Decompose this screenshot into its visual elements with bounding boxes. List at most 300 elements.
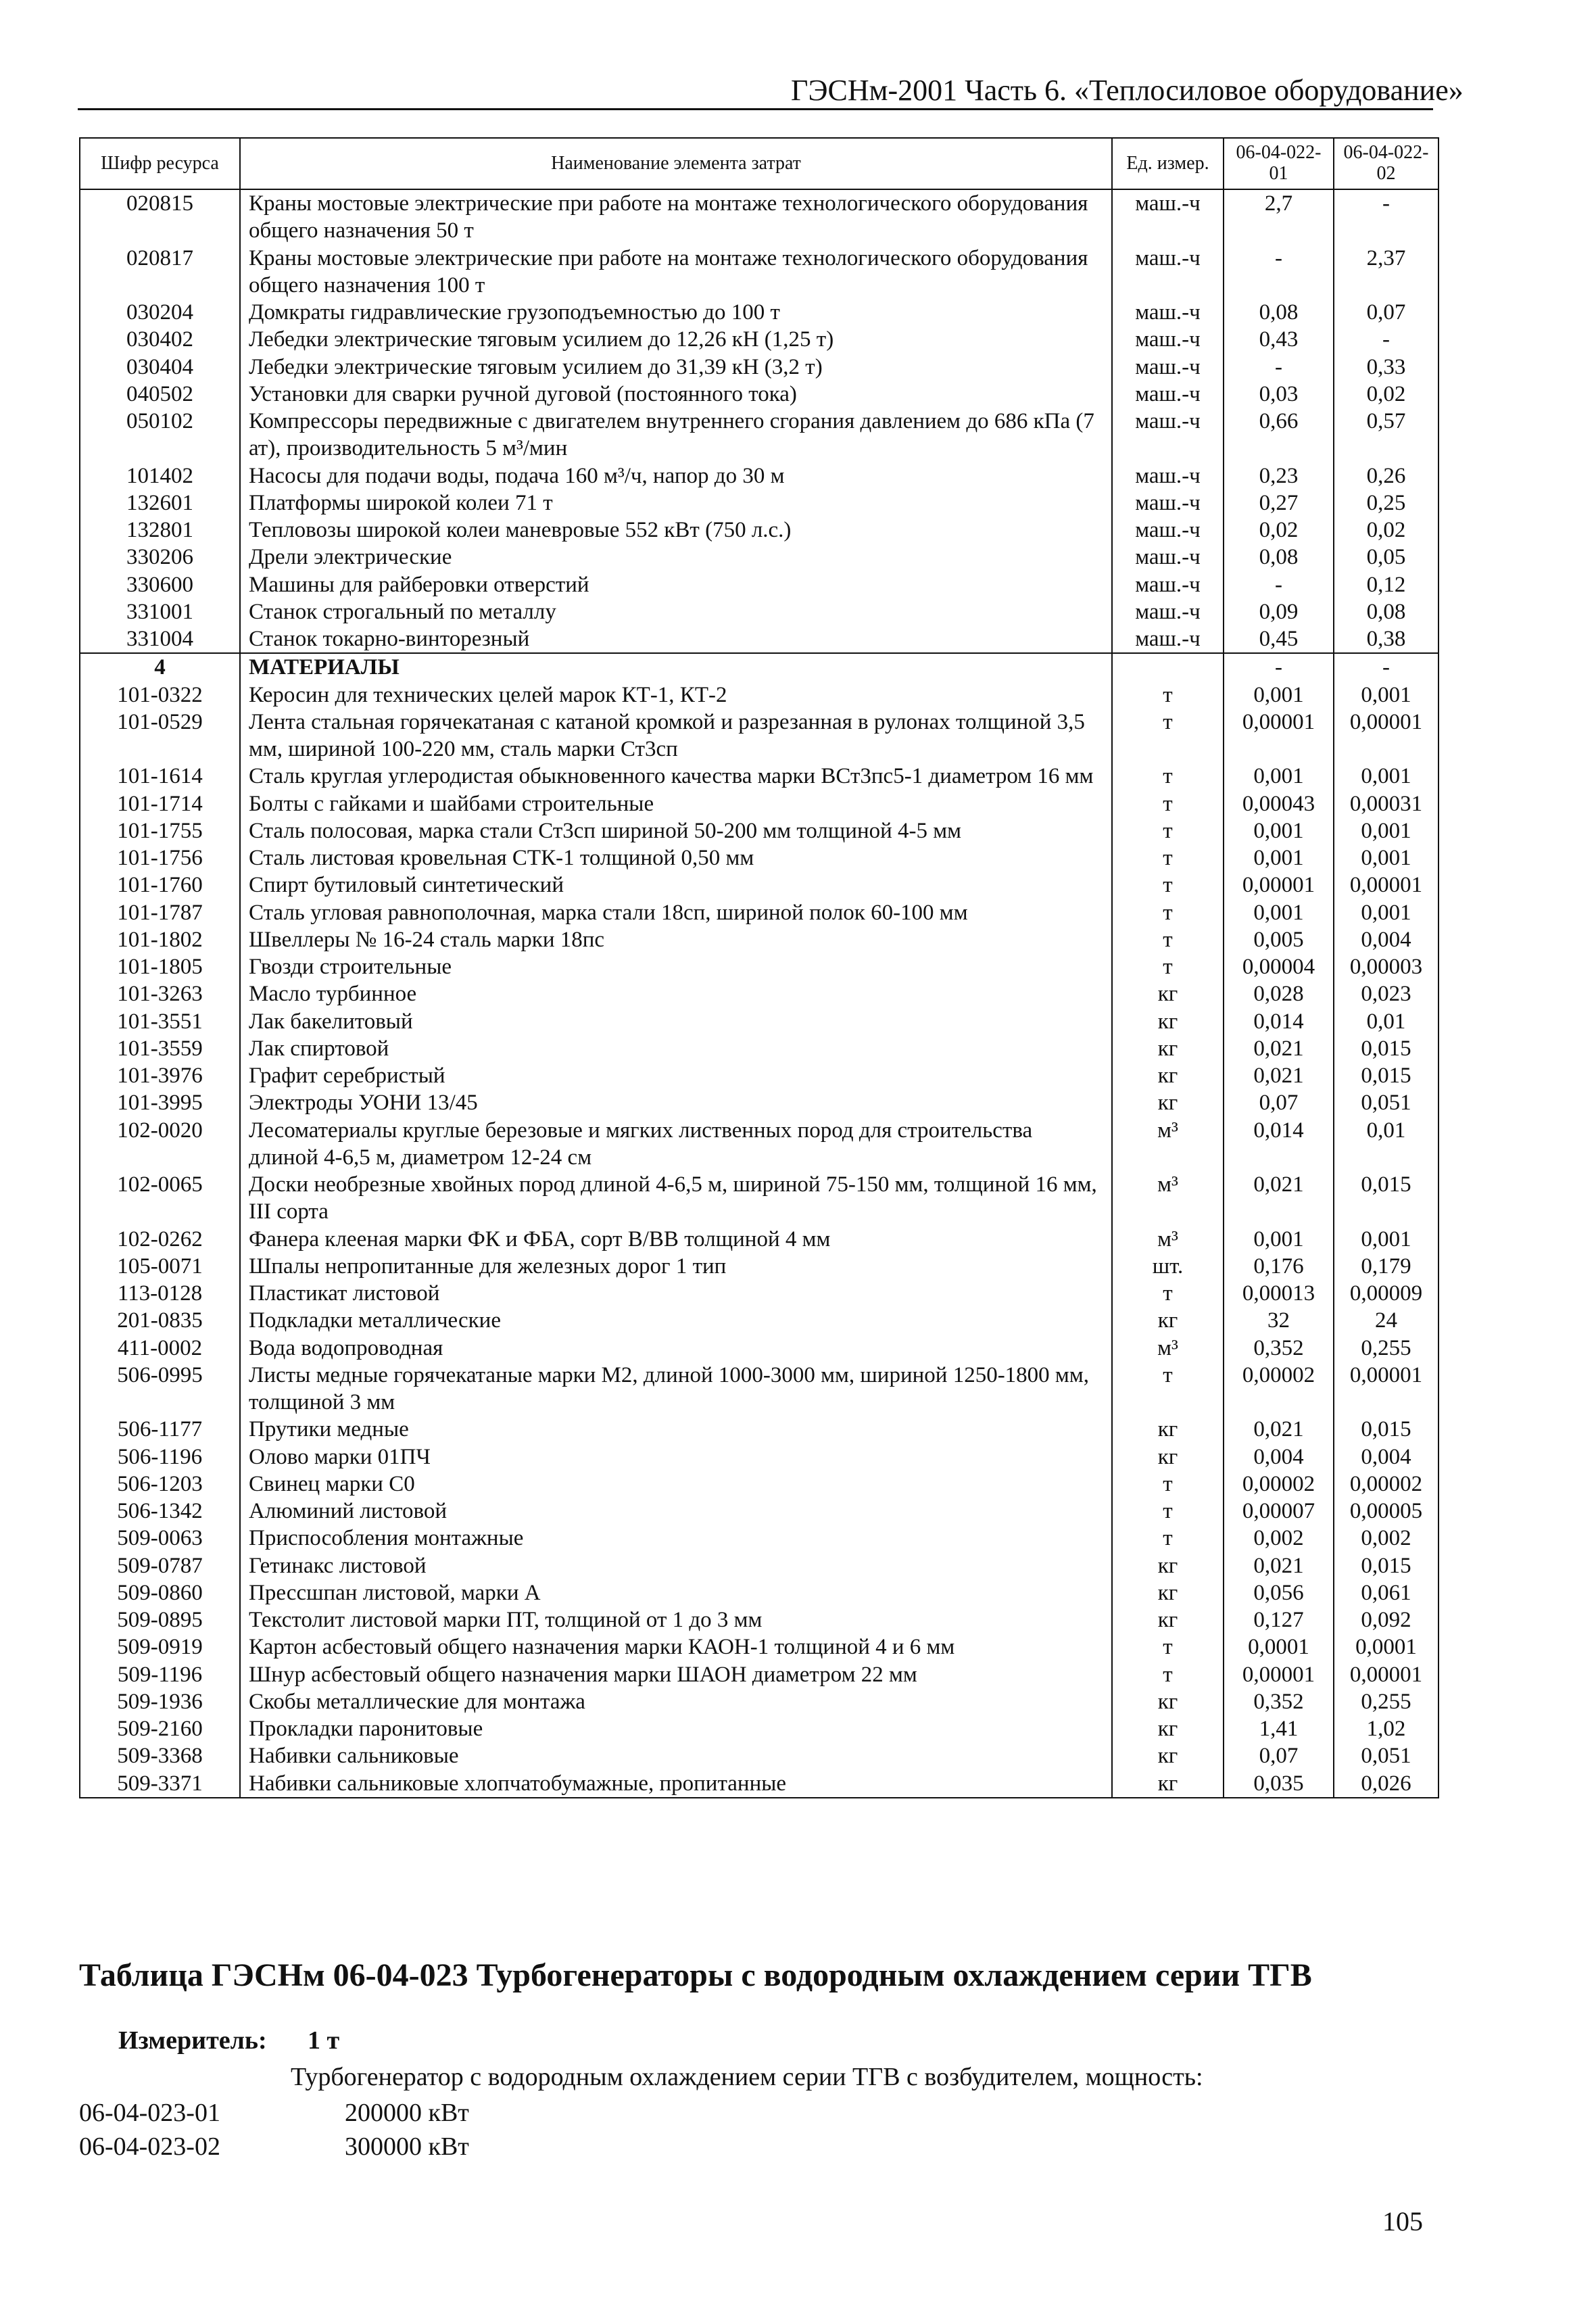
- resource-code: 411-0002: [80, 1335, 240, 1362]
- resource-table: [79, 137, 1439, 1798]
- value-022-01: 0,001: [1224, 817, 1334, 844]
- resource-name: Тепловозы широкой колеи маневровые 552 кВт (750 л.с.): [240, 517, 1112, 544]
- resource-name: Гвозди строительные: [240, 953, 1112, 980]
- resource-unit: т: [1112, 1471, 1224, 1498]
- resource-name: Листы медные горячекатаные марки М2, длиной 1000-3000 мм, шириной 1250-1800 мм, толщиной 3 мм: [240, 1362, 1112, 1416]
- table-row: [80, 326, 1438, 353]
- value-022-01: 0,66: [1224, 408, 1334, 462]
- resource-name: Спирт бутиловый синтетический: [240, 872, 1112, 899]
- resource-code: 132801: [80, 517, 240, 544]
- value-022-01: 0,02: [1224, 517, 1334, 544]
- value-022-01: 32: [1224, 1307, 1334, 1334]
- value-022-02: 1,02: [1334, 1715, 1438, 1742]
- table-row: [80, 790, 1438, 817]
- resource-unit: маш.-ч: [1112, 381, 1224, 408]
- resource-unit: маш.-ч: [1112, 598, 1224, 625]
- value-022-02: 0,00001: [1334, 872, 1438, 899]
- resource-code: 506-1203: [80, 1471, 240, 1498]
- table-row: [80, 462, 1438, 490]
- resource-name: Лак бакелитовый: [240, 1008, 1112, 1035]
- value-022-01: 0,00001: [1224, 1661, 1334, 1688]
- resource-code: 509-1196: [80, 1661, 240, 1688]
- resource-unit: кг: [1112, 1035, 1224, 1062]
- resource-name: Набивки сальниковые хлопчатобумажные, пропитанные: [240, 1770, 1112, 1798]
- table-row: [80, 1117, 1438, 1172]
- resource-code: 4: [80, 653, 240, 681]
- table-row: [80, 517, 1438, 544]
- resource-name: Болты с гайками и шайбами строительные: [240, 790, 1112, 817]
- value-022-02: 0,00009: [1334, 1280, 1438, 1307]
- resource-code: 020815: [80, 189, 240, 245]
- table-row: [80, 598, 1438, 625]
- col-unit-header: Ед. измер.: [1112, 138, 1224, 189]
- resource-unit: кг: [1112, 1606, 1224, 1633]
- resource-code: 101-1614: [80, 763, 240, 790]
- table-row: [80, 1552, 1438, 1579]
- resource-name: Свинец марки С0: [240, 1471, 1112, 1498]
- resource-unit: маш.-ч: [1112, 189, 1224, 245]
- resource-name: Лебедки электрические тяговым усилием до 12,26 кН (1,25 т): [240, 326, 1112, 353]
- resource-code: 509-0860: [80, 1579, 240, 1606]
- resource-name: Дрели электрические: [240, 544, 1112, 571]
- resource-code: 101-3976: [80, 1062, 240, 1089]
- resource-name: Приспособления монтажные: [240, 1525, 1112, 1552]
- value-022-01: -: [1224, 653, 1334, 681]
- norm-value: 300000 кВт: [345, 2132, 469, 2161]
- value-022-01: 0,00013: [1224, 1280, 1334, 1307]
- resource-unit: т: [1112, 1362, 1224, 1416]
- value-022-02: 0,01: [1334, 1117, 1438, 1172]
- table-body: [80, 189, 1438, 1798]
- resource-name: Керосин для технических целей марок КТ-1, КТ-2: [240, 682, 1112, 709]
- resource-unit: маш.-ч: [1112, 326, 1224, 353]
- resource-name: Сталь листовая кровельная СТК-1 толщиной 0,50 мм: [240, 844, 1112, 872]
- value-022-01: 0,014: [1224, 1117, 1334, 1172]
- resource-unit: маш.-ч: [1112, 408, 1224, 462]
- value-022-01: 0,43: [1224, 326, 1334, 353]
- table-row: [80, 571, 1438, 598]
- table-row: [80, 625, 1438, 653]
- value-022-02: 0,57: [1334, 408, 1438, 462]
- value-022-01: 0,07: [1224, 1742, 1334, 1769]
- table-row: [80, 926, 1438, 953]
- next-table-description: Турбогенератор с водородным охлаждением серии ТГВ с возбудителем, мощность:: [291, 2063, 1203, 2091]
- resource-unit: шт.: [1112, 1253, 1224, 1280]
- resource-name: Сталь полосовая, марка стали Ст3сп шириной 50-200 мм толщиной 4-5 мм: [240, 817, 1112, 844]
- resource-name: Краны мостовые электрические при работе на монтаже технологического оборудования общего назначения 100 т: [240, 245, 1112, 300]
- resource-code: 030402: [80, 326, 240, 353]
- resource-code: 101402: [80, 462, 240, 490]
- table-row: [80, 844, 1438, 872]
- value-022-02: 0,02: [1334, 381, 1438, 408]
- meter-label: Измеритель:: [118, 2026, 267, 2055]
- table-row: [80, 1525, 1438, 1552]
- resource-code: 101-3995: [80, 1089, 240, 1116]
- table-row: [80, 1633, 1438, 1661]
- resource-unit: т: [1112, 899, 1224, 926]
- resource-unit: кг: [1112, 1089, 1224, 1116]
- value-022-01: 0,001: [1224, 899, 1334, 926]
- resource-unit: кг: [1112, 1742, 1224, 1769]
- value-022-01: 0,00004: [1224, 953, 1334, 980]
- value-022-01: 0,352: [1224, 1688, 1334, 1715]
- value-022-02: 0,001: [1334, 817, 1438, 844]
- header-rule: [78, 108, 1433, 110]
- value-022-02: 0,001: [1334, 899, 1438, 926]
- running-header: ГЭСНм-2001 Часть 6. «Теплосиловое оборудование»: [791, 74, 1464, 107]
- page-number: 105: [1382, 2206, 1423, 2237]
- resource-unit: кг: [1112, 1008, 1224, 1035]
- value-022-01: 0,09: [1224, 598, 1334, 625]
- value-022-02: 0,01: [1334, 1008, 1438, 1035]
- table-row: [80, 544, 1438, 571]
- resource-unit: маш.-ч: [1112, 571, 1224, 598]
- resource-name: Прессшпан листовой, марки А: [240, 1579, 1112, 1606]
- resource-code: 105-0071: [80, 1253, 240, 1280]
- resource-unit: т: [1112, 1633, 1224, 1661]
- value-022-01: 0,00007: [1224, 1498, 1334, 1525]
- value-022-01: 0,00001: [1224, 709, 1334, 763]
- table-row: [80, 1498, 1438, 1525]
- resource-code: 509-3371: [80, 1770, 240, 1798]
- resource-name: Краны мостовые электрические при работе на монтаже технологического оборудования общего назначения 50 т: [240, 189, 1112, 245]
- table-row: [80, 763, 1438, 790]
- resource-name: Прутики медные: [240, 1416, 1112, 1443]
- resource-code: 030404: [80, 354, 240, 381]
- resource-name: Графит серебристый: [240, 1062, 1112, 1089]
- table-header-row: [80, 138, 1438, 189]
- resource-unit: маш.-ч: [1112, 517, 1224, 544]
- value-022-01: 1,41: [1224, 1715, 1334, 1742]
- resource-unit: м³: [1112, 1226, 1224, 1253]
- resource-unit: кг: [1112, 1552, 1224, 1579]
- value-022-02: 0,004: [1334, 1443, 1438, 1471]
- value-022-02: -: [1334, 189, 1438, 245]
- value-022-01: 0,056: [1224, 1579, 1334, 1606]
- value-022-02: 0,00003: [1334, 953, 1438, 980]
- resource-unit: кг: [1112, 1688, 1224, 1715]
- table-row: [80, 354, 1438, 381]
- resource-code: 509-0063: [80, 1525, 240, 1552]
- table-row: [80, 1443, 1438, 1471]
- value-022-01: 0,08: [1224, 544, 1334, 571]
- resource-code: 506-1342: [80, 1498, 240, 1525]
- resource-code: 509-1936: [80, 1688, 240, 1715]
- value-022-02: 0,179: [1334, 1253, 1438, 1280]
- value-022-01: 0,005: [1224, 926, 1334, 953]
- resource-code: 101-3559: [80, 1035, 240, 1062]
- col-name-header: Наименование элемента затрат: [240, 138, 1112, 189]
- value-022-02: 24: [1334, 1307, 1438, 1334]
- resource-code: 101-1714: [80, 790, 240, 817]
- value-022-02: 0,26: [1334, 462, 1438, 490]
- norm-code: 06-04-023-01: [79, 2099, 220, 2127]
- norm-value: 200000 кВт: [345, 2099, 469, 2127]
- value-022-01: 2,7: [1224, 189, 1334, 245]
- resource-code: 102-0262: [80, 1226, 240, 1253]
- resource-unit: т: [1112, 817, 1224, 844]
- value-022-01: 0,23: [1224, 462, 1334, 490]
- resource-name: Установки для сварки ручной дуговой (постоянного тока): [240, 381, 1112, 408]
- value-022-02: 0,015: [1334, 1035, 1438, 1062]
- resource-unit: т: [1112, 1280, 1224, 1307]
- value-022-02: 0,25: [1334, 490, 1438, 517]
- col-code-header: Шифр ресурса: [80, 138, 240, 189]
- value-022-01: 0,002: [1224, 1525, 1334, 1552]
- value-022-01: 0,001: [1224, 1226, 1334, 1253]
- value-022-02: 0,07: [1334, 299, 1438, 326]
- value-022-01: 0,0001: [1224, 1633, 1334, 1661]
- value-022-02: -: [1334, 326, 1438, 353]
- resource-code: 331004: [80, 625, 240, 653]
- table-row: [80, 1579, 1438, 1606]
- resource-name: Сталь угловая равнополочная, марка стали 18сп, шириной полок 60-100 мм: [240, 899, 1112, 926]
- value-022-01: 0,27: [1224, 490, 1334, 517]
- value-022-02: 0,015: [1334, 1171, 1438, 1226]
- value-022-02: 2,37: [1334, 245, 1438, 300]
- value-022-02: 0,05: [1334, 544, 1438, 571]
- value-022-02: 0,00002: [1334, 1471, 1438, 1498]
- value-022-02: 0,02: [1334, 517, 1438, 544]
- value-022-01: 0,176: [1224, 1253, 1334, 1280]
- value-022-01: 0,004: [1224, 1443, 1334, 1471]
- value-022-02: 0,051: [1334, 1089, 1438, 1116]
- table-row: [80, 1253, 1438, 1280]
- value-022-01: 0,07: [1224, 1089, 1334, 1116]
- resource-name: Швеллеры № 16-24 сталь марки 18пс: [240, 926, 1112, 953]
- resource-unit: маш.-ч: [1112, 490, 1224, 517]
- resource-unit: маш.-ч: [1112, 625, 1224, 653]
- resource-code: 506-1196: [80, 1443, 240, 1471]
- resource-name: Станок токарно-винторезный: [240, 625, 1112, 653]
- resource-name: Сталь круглая углеродистая обыкновенного качества марки ВСт3пс5-1 диаметром 16 мм: [240, 763, 1112, 790]
- resource-code: 101-3263: [80, 980, 240, 1007]
- resource-code: 102-0020: [80, 1117, 240, 1172]
- resource-code: 101-0529: [80, 709, 240, 763]
- table-row: [80, 1606, 1438, 1633]
- table-row: [80, 1335, 1438, 1362]
- value-022-01: 0,001: [1224, 844, 1334, 872]
- resource-unit: т: [1112, 763, 1224, 790]
- value-022-01: 0,352: [1224, 1335, 1334, 1362]
- value-022-02: 0,001: [1334, 763, 1438, 790]
- resource-code: 132601: [80, 490, 240, 517]
- resource-unit: т: [1112, 682, 1224, 709]
- resource-code: 101-1787: [80, 899, 240, 926]
- value-022-02: 0,051: [1334, 1742, 1438, 1769]
- table-row: [80, 953, 1438, 980]
- table-row: [80, 1471, 1438, 1498]
- table-row: [80, 1770, 1438, 1798]
- resource-code: 050102: [80, 408, 240, 462]
- resource-unit: т: [1112, 926, 1224, 953]
- table-row: [80, 1661, 1438, 1688]
- table-row: [80, 899, 1438, 926]
- value-022-01: 0,035: [1224, 1770, 1334, 1798]
- value-022-01: 0,028: [1224, 980, 1334, 1007]
- value-022-02: 0,015: [1334, 1062, 1438, 1089]
- norm-code: 06-04-023-02: [79, 2132, 220, 2161]
- resource-name: Набивки сальниковые: [240, 1742, 1112, 1769]
- table-row: [80, 709, 1438, 763]
- resource-code: 509-0787: [80, 1552, 240, 1579]
- value-022-02: -: [1334, 653, 1438, 681]
- table-row: [80, 1035, 1438, 1062]
- value-022-01: 0,00002: [1224, 1471, 1334, 1498]
- resource-name: Лесоматериалы круглые березовые и мягких лиственных пород для строительства длиной 4-6,5 м, диаметром 12-24 см: [240, 1117, 1112, 1172]
- resource-unit: кг: [1112, 1062, 1224, 1089]
- resource-code: 113-0128: [80, 1280, 240, 1307]
- value-022-02: 0,001: [1334, 844, 1438, 872]
- value-022-01: 0,021: [1224, 1062, 1334, 1089]
- value-022-02: 0,00001: [1334, 1362, 1438, 1416]
- resource-unit: кг: [1112, 1307, 1224, 1334]
- resource-unit: т: [1112, 1498, 1224, 1525]
- value-022-01: 0,127: [1224, 1606, 1334, 1633]
- value-022-01: 0,021: [1224, 1171, 1334, 1226]
- table-row: [80, 1307, 1438, 1334]
- resource-unit: т: [1112, 790, 1224, 817]
- resource-unit: маш.-ч: [1112, 354, 1224, 381]
- value-022-01: 0,00043: [1224, 790, 1334, 817]
- next-table-title: Таблица ГЭСНм 06-04-023 Турбогенераторы с водородным охлаждением серии ТГВ: [79, 1957, 1312, 1993]
- resource-name: Гетинакс листовой: [240, 1552, 1112, 1579]
- value-022-02: 0,00001: [1334, 709, 1438, 763]
- resource-name: Пластикат листовой: [240, 1280, 1112, 1307]
- value-022-02: 0,092: [1334, 1606, 1438, 1633]
- resource-name: Масло турбинное: [240, 980, 1112, 1007]
- table-row: [80, 245, 1438, 300]
- resource-name: Компрессоры передвижные с двигателем внутреннего сгорания давлением до 686 кПа (7 ат), производительность 5 м³/мин: [240, 408, 1112, 462]
- table-row: [80, 1742, 1438, 1769]
- resource-unit: маш.-ч: [1112, 245, 1224, 300]
- value-022-02: 0,015: [1334, 1416, 1438, 1443]
- value-022-01: 0,08: [1224, 299, 1334, 326]
- resource-name: Алюминий листовой: [240, 1498, 1112, 1525]
- col-v2-header: 06-04-022-02: [1334, 138, 1438, 189]
- resource-code: 509-0919: [80, 1633, 240, 1661]
- resource-unit: кг: [1112, 1770, 1224, 1798]
- value-022-02: 0,0001: [1334, 1633, 1438, 1661]
- value-022-01: 0,001: [1224, 763, 1334, 790]
- resource-unit: маш.-ч: [1112, 299, 1224, 326]
- value-022-01: 0,00002: [1224, 1362, 1334, 1416]
- value-022-02: 0,00031: [1334, 790, 1438, 817]
- value-022-02: 0,026: [1334, 1770, 1438, 1798]
- resource-code: 330206: [80, 544, 240, 571]
- table-row: [80, 1280, 1438, 1307]
- value-022-02: 0,001: [1334, 682, 1438, 709]
- table-row: [80, 490, 1438, 517]
- value-022-01: 0,021: [1224, 1416, 1334, 1443]
- value-022-02: 0,255: [1334, 1688, 1438, 1715]
- value-022-02: 0,00005: [1334, 1498, 1438, 1525]
- resource-unit: т: [1112, 872, 1224, 899]
- resource-name: МАТЕРИАЛЫ: [240, 653, 1112, 681]
- resource-unit: кг: [1112, 1416, 1224, 1443]
- value-022-02: 0,023: [1334, 980, 1438, 1007]
- resource-unit: т: [1112, 1525, 1224, 1552]
- resource-name: Станок строгальный по металлу: [240, 598, 1112, 625]
- table-row: [80, 682, 1438, 709]
- value-022-01: 0,021: [1224, 1035, 1334, 1062]
- col-v1-header: 06-04-022-01: [1224, 138, 1334, 189]
- resource-unit: кг: [1112, 1715, 1224, 1742]
- resource-code: 101-1755: [80, 817, 240, 844]
- table-row: [80, 408, 1438, 462]
- resource-code: 331001: [80, 598, 240, 625]
- table-row: [80, 1715, 1438, 1742]
- resource-name: Платформы широкой колеи 71 т: [240, 490, 1112, 517]
- resource-code: 101-1802: [80, 926, 240, 953]
- resource-code: 101-1805: [80, 953, 240, 980]
- resource-code: 040502: [80, 381, 240, 408]
- resource-name: Скобы металлические для монтажа: [240, 1688, 1112, 1715]
- resource-unit: т: [1112, 844, 1224, 872]
- resource-unit: [1112, 653, 1224, 681]
- table-row: [80, 1362, 1438, 1416]
- resource-unit: т: [1112, 953, 1224, 980]
- table-row: [80, 1171, 1438, 1226]
- table-row: [80, 381, 1438, 408]
- resource-name: Насосы для подачи воды, подача 160 м³/ч, напор до 30 м: [240, 462, 1112, 490]
- value-022-02: 0,004: [1334, 926, 1438, 953]
- section-row: [80, 653, 1438, 681]
- table-row: [80, 1089, 1438, 1116]
- resource-name: Фанера клееная марки ФК и ФБА, сорт В/ВВ толщиной 4 мм: [240, 1226, 1112, 1253]
- table-row: [80, 299, 1438, 326]
- resource-code: 102-0065: [80, 1171, 240, 1226]
- value-022-02: 0,015: [1334, 1552, 1438, 1579]
- value-022-01: 0,001: [1224, 682, 1334, 709]
- value-022-02: 0,38: [1334, 625, 1438, 653]
- value-022-02: 0,061: [1334, 1579, 1438, 1606]
- table-row: [80, 980, 1438, 1007]
- resource-unit: т: [1112, 1661, 1224, 1688]
- value-022-01: 0,014: [1224, 1008, 1334, 1035]
- table-row: [80, 817, 1438, 844]
- value-022-01: -: [1224, 571, 1334, 598]
- table-row: [80, 1416, 1438, 1443]
- resource-unit: кг: [1112, 1443, 1224, 1471]
- resource-code: 506-1177: [80, 1416, 240, 1443]
- resource-code: 330600: [80, 571, 240, 598]
- resource-name: Доски необрезные хвойных пород длиной 4-6,5 м, шириной 75-150 мм, толщиной 16 мм, III сорта: [240, 1171, 1112, 1226]
- value-022-01: 0,03: [1224, 381, 1334, 408]
- resource-unit: т: [1112, 709, 1224, 763]
- value-022-02: 0,08: [1334, 598, 1438, 625]
- resource-name: Электроды УОНИ 13/45: [240, 1089, 1112, 1116]
- resource-name: Лента стальная горячекатаная с катаной кромкой и разрезанная в рулонах толщиной 3,5 мм, шириной 100-220 мм, сталь марки Ст3сп: [240, 709, 1112, 763]
- table-row: [80, 1688, 1438, 1715]
- resource-unit: м³: [1112, 1171, 1224, 1226]
- resource-unit: маш.-ч: [1112, 544, 1224, 571]
- table-row: [80, 189, 1438, 245]
- value-022-02: 0,33: [1334, 354, 1438, 381]
- value-022-01: 0,45: [1224, 625, 1334, 653]
- resource-name: Шпалы непропитанные для железных дорог 1 тип: [240, 1253, 1112, 1280]
- value-022-02: 0,001: [1334, 1226, 1438, 1253]
- resource-code: 506-0995: [80, 1362, 240, 1416]
- resource-unit: кг: [1112, 1579, 1224, 1606]
- resource-name: Подкладки металлические: [240, 1307, 1112, 1334]
- value-022-01: -: [1224, 354, 1334, 381]
- value-022-02: 0,00001: [1334, 1661, 1438, 1688]
- resource-table-wrap: [79, 137, 1438, 1798]
- table-row: [80, 1062, 1438, 1089]
- resource-name: Текстолит листовой марки ПТ, толщиной от 1 до 3 мм: [240, 1606, 1112, 1633]
- resource-unit: маш.-ч: [1112, 462, 1224, 490]
